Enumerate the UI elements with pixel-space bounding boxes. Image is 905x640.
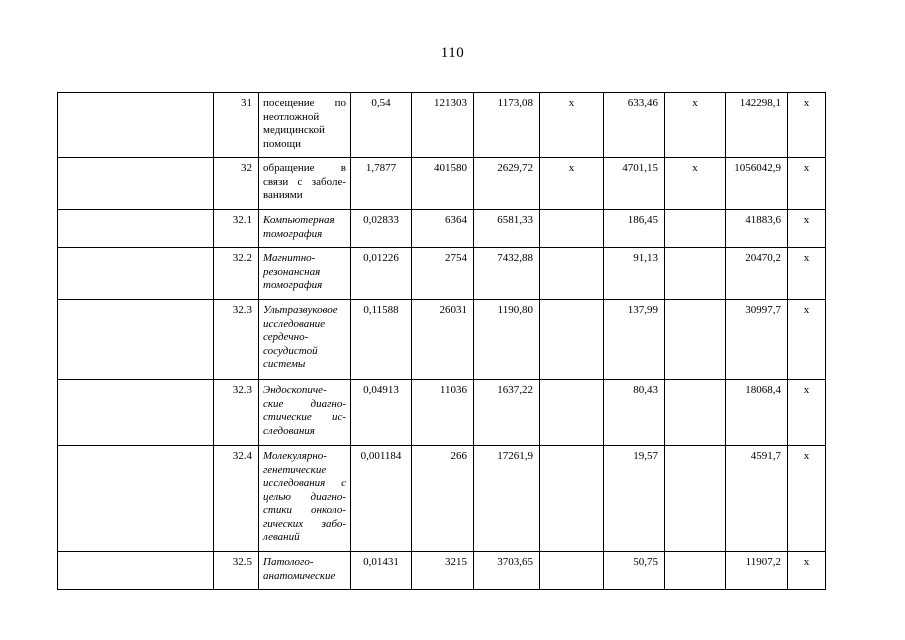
value-cell: 1190,80 (474, 300, 540, 380)
value-cell: 4701,15 (604, 158, 665, 210)
value-cell: 0,54 (351, 93, 412, 158)
value-cell: 91,13 (604, 248, 665, 300)
value-cell: 20470,2 (726, 248, 788, 300)
value-cell: 0,04913 (351, 380, 412, 446)
value-cell (665, 446, 726, 552)
table-row (58, 446, 826, 552)
empty-cell (58, 210, 214, 248)
description-line: томография (263, 227, 323, 240)
row-number-cell: 31 (214, 93, 259, 158)
value-cell: 1173,08 (474, 93, 540, 158)
empty-cell (58, 248, 214, 300)
description-line: следования (263, 424, 315, 437)
value-cell: х (788, 158, 826, 210)
description-cell (259, 380, 351, 446)
description-line: Магнитно- (263, 252, 316, 264)
description-line: неотложной (263, 110, 320, 123)
value-cell: 633,46 (604, 93, 665, 158)
row-number-cell: 32.3 (214, 300, 259, 380)
value-cell: 137,99 (604, 300, 665, 380)
value-cell (540, 210, 604, 248)
value-cell: 80,43 (604, 380, 665, 446)
value-cell (665, 210, 726, 248)
value-cell: 121303 (412, 93, 474, 158)
value-cell: 17261,9 (474, 446, 540, 552)
value-cell: 6581,33 (474, 210, 540, 248)
description-line: стические ис- (263, 411, 346, 423)
value-cell: 19,57 (604, 446, 665, 552)
value-cell: х (788, 300, 826, 380)
empty-cell (58, 300, 214, 380)
value-cell: х (788, 210, 826, 248)
value-cell: 3703,65 (474, 552, 540, 590)
value-cell: 30997,7 (726, 300, 788, 380)
row-number-cell: 32.3 (214, 380, 259, 446)
value-cell: 0,01226 (351, 248, 412, 300)
value-cell: 1637,22 (474, 380, 540, 446)
value-cell: 0,001184 (351, 446, 412, 552)
value-cell: х (788, 93, 826, 158)
value-cell: 401580 (412, 158, 474, 210)
value-cell (540, 446, 604, 552)
description-line: сердечно- (263, 331, 309, 343)
value-cell: 2754 (412, 248, 474, 300)
value-cell: х (788, 446, 826, 552)
value-cell (540, 552, 604, 590)
description-line: ские диагно- (263, 397, 346, 410)
value-cell: х (788, 248, 826, 300)
table-row (58, 552, 826, 590)
value-cell: х (540, 93, 604, 158)
table-row (58, 210, 826, 248)
description-cell (259, 446, 351, 552)
description-line: Молекулярно- (263, 450, 327, 462)
description-line: ваниями (263, 189, 303, 201)
value-cell (665, 380, 726, 446)
value-cell: 11036 (412, 380, 474, 446)
value-cell: 0,02833 (351, 210, 412, 248)
description-line: медицинской (263, 124, 325, 136)
description-cell (259, 248, 351, 300)
value-cell: 50,75 (604, 552, 665, 590)
value-cell: 1,7877 (351, 158, 412, 210)
table-row (58, 248, 826, 300)
description-line: помощи (263, 137, 301, 150)
value-cell (540, 300, 604, 380)
value-cell (540, 380, 604, 446)
value-cell: х (540, 158, 604, 210)
description-line: резонансная (263, 265, 321, 278)
value-cell: 2629,72 (474, 158, 540, 210)
value-cell: х (665, 93, 726, 158)
value-cell: 7432,88 (474, 248, 540, 300)
description-cell (259, 552, 351, 590)
row-number-cell: 32.4 (214, 446, 259, 552)
value-cell: 41883,6 (726, 210, 788, 248)
description-line: стики онколо- (263, 504, 346, 516)
description-line: системы (263, 358, 306, 370)
tariff-table (57, 92, 826, 590)
description-line: Патолого- (263, 556, 314, 568)
empty-cell (58, 158, 214, 210)
description-cell (259, 93, 351, 158)
value-cell (665, 552, 726, 590)
row-number-cell: 32.5 (214, 552, 259, 590)
value-cell: 0,11588 (351, 300, 412, 380)
description-line: томография (263, 279, 323, 291)
description-cell (259, 210, 351, 248)
description-line: леваний (263, 531, 300, 543)
value-cell: 3215 (412, 552, 474, 590)
description-line: генетические (263, 463, 327, 476)
description-line: гических забо- (263, 517, 346, 530)
description-line: исследование (263, 317, 326, 330)
row-number-cell: 32.2 (214, 248, 259, 300)
value-cell: 26031 (412, 300, 474, 380)
description-line: Ультразвуковое (263, 304, 338, 316)
value-cell: 1056042,9 (726, 158, 788, 210)
description-line: сосудистой (263, 344, 318, 357)
table-row (58, 93, 826, 158)
value-cell (540, 248, 604, 300)
empty-cell (58, 93, 214, 158)
description-line: посещение по (263, 97, 346, 109)
row-number-cell: 32 (214, 158, 259, 210)
description-line: связи с заболе- (263, 175, 346, 188)
value-cell: 4591,7 (726, 446, 788, 552)
value-cell: 0,01431 (351, 552, 412, 590)
description-line: обращение в (263, 162, 346, 174)
row-number-cell: 32.1 (214, 210, 259, 248)
table-row (58, 158, 826, 210)
page-number: 110 (440, 45, 465, 61)
description-cell (259, 300, 351, 380)
description-line: исследования с (263, 477, 346, 489)
value-cell: х (788, 380, 826, 446)
value-cell: х (665, 158, 726, 210)
value-cell: 266 (412, 446, 474, 552)
description-cell (259, 158, 351, 210)
value-cell (665, 300, 726, 380)
description-line: Эндоскопиче- (263, 384, 327, 396)
empty-cell (58, 552, 214, 590)
value-cell: 186,45 (604, 210, 665, 248)
empty-cell (58, 446, 214, 552)
table-row (58, 380, 826, 446)
value-cell: 18068,4 (726, 380, 788, 446)
description-line: анатомические (263, 569, 336, 582)
value-cell (665, 248, 726, 300)
description-line: целью диагно- (263, 490, 346, 503)
table-body (58, 93, 826, 590)
empty-cell (58, 380, 214, 446)
description-line: Компьютерная (263, 214, 335, 226)
value-cell: 6364 (412, 210, 474, 248)
table-row (58, 300, 826, 380)
value-cell: х (788, 552, 826, 590)
value-cell: 142298,1 (726, 93, 788, 158)
value-cell: 11907,2 (726, 552, 788, 590)
